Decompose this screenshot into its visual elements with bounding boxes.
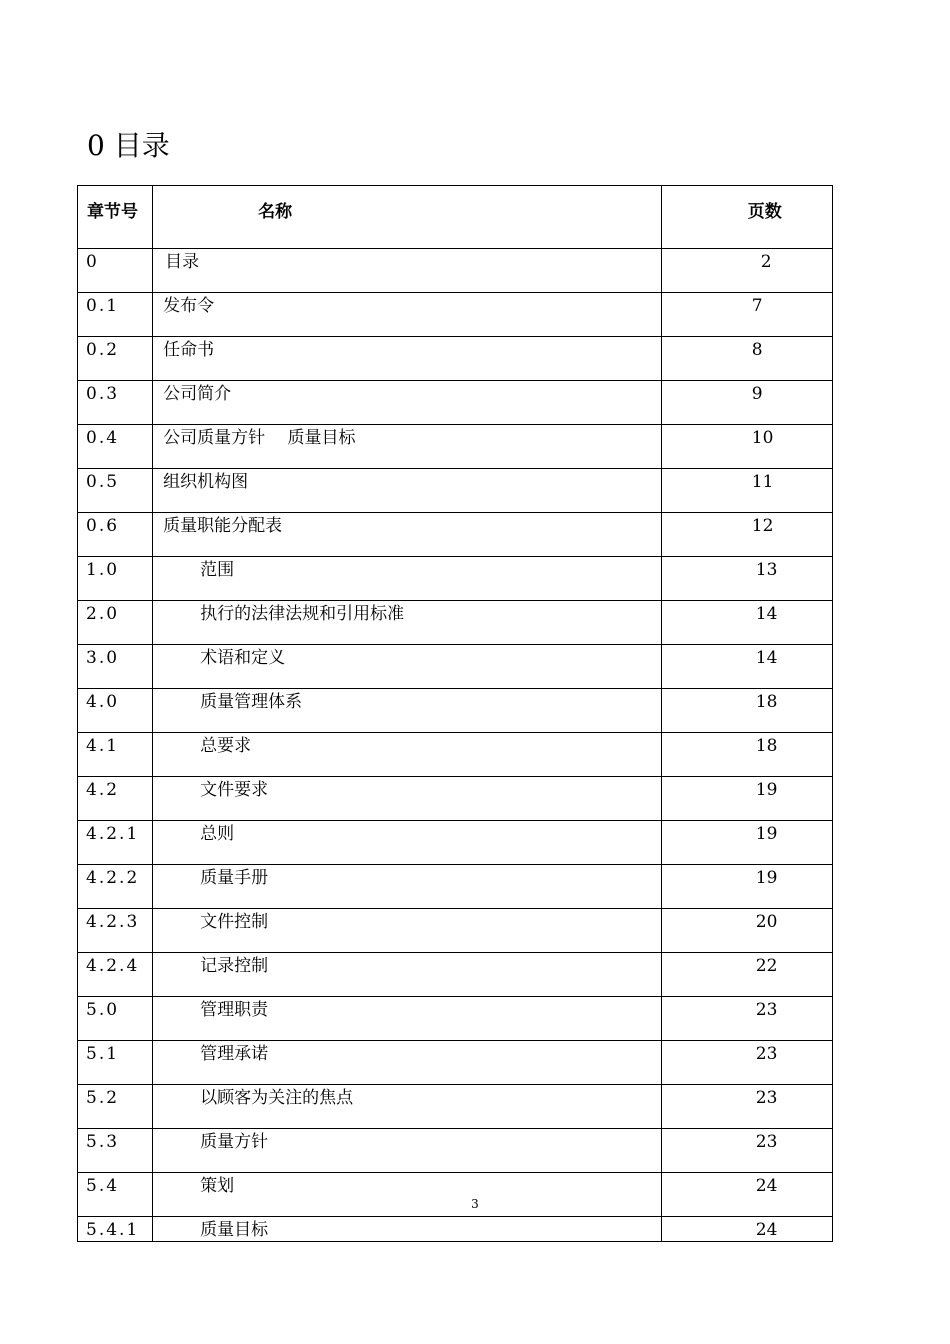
header-name: 名称 xyxy=(153,186,662,249)
footer-page-number: 3 xyxy=(471,1197,479,1211)
table-row xyxy=(78,1085,833,1129)
table-row xyxy=(78,1041,833,1085)
chapter-number: 4.2 xyxy=(78,777,153,821)
chapter-name: 公司简介 xyxy=(153,381,662,425)
chapter-name: 组织机构图 xyxy=(153,469,662,513)
toc-header-row xyxy=(78,186,833,249)
table-row xyxy=(78,425,833,469)
chapter-name: 记录控制 xyxy=(153,953,662,997)
chapter-page: 23 xyxy=(661,1129,832,1173)
table-row xyxy=(78,997,833,1041)
chapter-number: 4.2.4 xyxy=(78,953,153,997)
page-title: 0 目录 xyxy=(87,129,170,162)
chapter-page: 13 xyxy=(661,557,832,601)
chapter-page: 12 xyxy=(661,513,832,557)
chapter-number: 5.1 xyxy=(78,1041,153,1085)
chapter-number: 0.5 xyxy=(78,469,153,513)
table-row xyxy=(78,337,833,381)
chapter-number: 5.0 xyxy=(78,997,153,1041)
table-row xyxy=(78,733,833,777)
table-row xyxy=(78,469,833,513)
chapter-page: 10 xyxy=(661,425,832,469)
chapter-number: 4.2.1 xyxy=(78,821,153,865)
table-row xyxy=(78,645,833,689)
chapter-number: 4.2.3 xyxy=(78,909,153,953)
chapter-name: 管理职责 xyxy=(153,997,662,1041)
chapter-page: 19 xyxy=(661,821,832,865)
chapter-name: 任命书 xyxy=(153,337,662,381)
header-chapter-number: 章节号 xyxy=(78,186,153,249)
table-row xyxy=(78,909,833,953)
chapter-number: 1.0 xyxy=(78,557,153,601)
chapter-name: 以顾客为关注的焦点 xyxy=(153,1085,662,1129)
chapter-name: 公司质量方针 质量目标 xyxy=(153,425,662,469)
chapter-page: 18 xyxy=(661,733,832,777)
table-row xyxy=(78,865,833,909)
chapter-number: 3.0 xyxy=(78,645,153,689)
table-row xyxy=(78,953,833,997)
chapter-number: 0.2 xyxy=(78,337,153,381)
header-page-count: 页数 xyxy=(661,186,832,249)
chapter-name: 质量目标 xyxy=(153,1217,662,1242)
chapter-number: 5.2 xyxy=(78,1085,153,1129)
chapter-name: 质量手册 xyxy=(153,865,662,909)
chapter-page: 23 xyxy=(661,1041,832,1085)
chapter-number: 2.0 xyxy=(78,601,153,645)
chapter-page: 19 xyxy=(661,777,832,821)
chapter-name: 文件要求 xyxy=(153,777,662,821)
chapter-page: 19 xyxy=(661,865,832,909)
table-row xyxy=(78,513,833,557)
chapter-number: 0 xyxy=(78,249,153,293)
chapter-number: 5.4 xyxy=(78,1173,153,1217)
chapter-page: 14 xyxy=(661,645,832,689)
table-row xyxy=(78,601,833,645)
chapter-name: 质量方针 xyxy=(153,1129,662,1173)
chapter-number: 5.4.1 xyxy=(78,1217,153,1242)
chapter-name: 执行的法律法规和引用标准 xyxy=(153,601,662,645)
chapter-number: 5.3 xyxy=(78,1129,153,1173)
chapter-number: 4.2.2 xyxy=(78,865,153,909)
chapter-page: 14 xyxy=(661,601,832,645)
chapter-number: 0.1 xyxy=(78,293,153,337)
chapter-page: 11 xyxy=(661,469,832,513)
chapter-page: 8 xyxy=(661,337,832,381)
table-row xyxy=(78,293,833,337)
chapter-name: 术语和定义 xyxy=(153,645,662,689)
table-row xyxy=(78,821,833,865)
table-row xyxy=(78,381,833,425)
chapter-number: 4.1 xyxy=(78,733,153,777)
chapter-name: 总则 xyxy=(153,821,662,865)
table-row xyxy=(78,557,833,601)
chapter-page: 20 xyxy=(661,909,832,953)
chapter-page: 9 xyxy=(661,381,832,425)
chapter-page: 22 xyxy=(661,953,832,997)
chapter-number: 0.4 xyxy=(78,425,153,469)
chapter-number: 0.3 xyxy=(78,381,153,425)
chapter-number: 0.6 xyxy=(78,513,153,557)
table-row xyxy=(78,249,833,293)
chapter-page: 18 xyxy=(661,689,832,733)
chapter-name: 质量管理体系 xyxy=(153,689,662,733)
chapter-name: 管理承诺 xyxy=(153,1041,662,1085)
chapter-name: 发布令 xyxy=(153,293,662,337)
chapter-page: 23 xyxy=(661,997,832,1041)
chapter-name: 总要求 xyxy=(153,733,662,777)
chapter-number: 4.0 xyxy=(78,689,153,733)
chapter-page: 24 xyxy=(661,1217,832,1242)
chapter-page: 7 xyxy=(661,293,832,337)
table-row xyxy=(78,1217,833,1242)
table-row xyxy=(78,1129,833,1173)
chapter-page: 24 xyxy=(661,1173,832,1217)
toc-table xyxy=(77,185,833,1242)
chapter-name: 目录 xyxy=(153,249,662,293)
chapter-page: 23 xyxy=(661,1085,832,1129)
chapter-name: 文件控制 xyxy=(153,909,662,953)
chapter-name: 质量职能分配表 xyxy=(153,513,662,557)
chapter-page: 2 xyxy=(661,249,832,293)
table-row xyxy=(78,777,833,821)
chapter-name: 策划 xyxy=(153,1173,662,1217)
table-row xyxy=(78,689,833,733)
chapter-name: 范围 xyxy=(153,557,662,601)
